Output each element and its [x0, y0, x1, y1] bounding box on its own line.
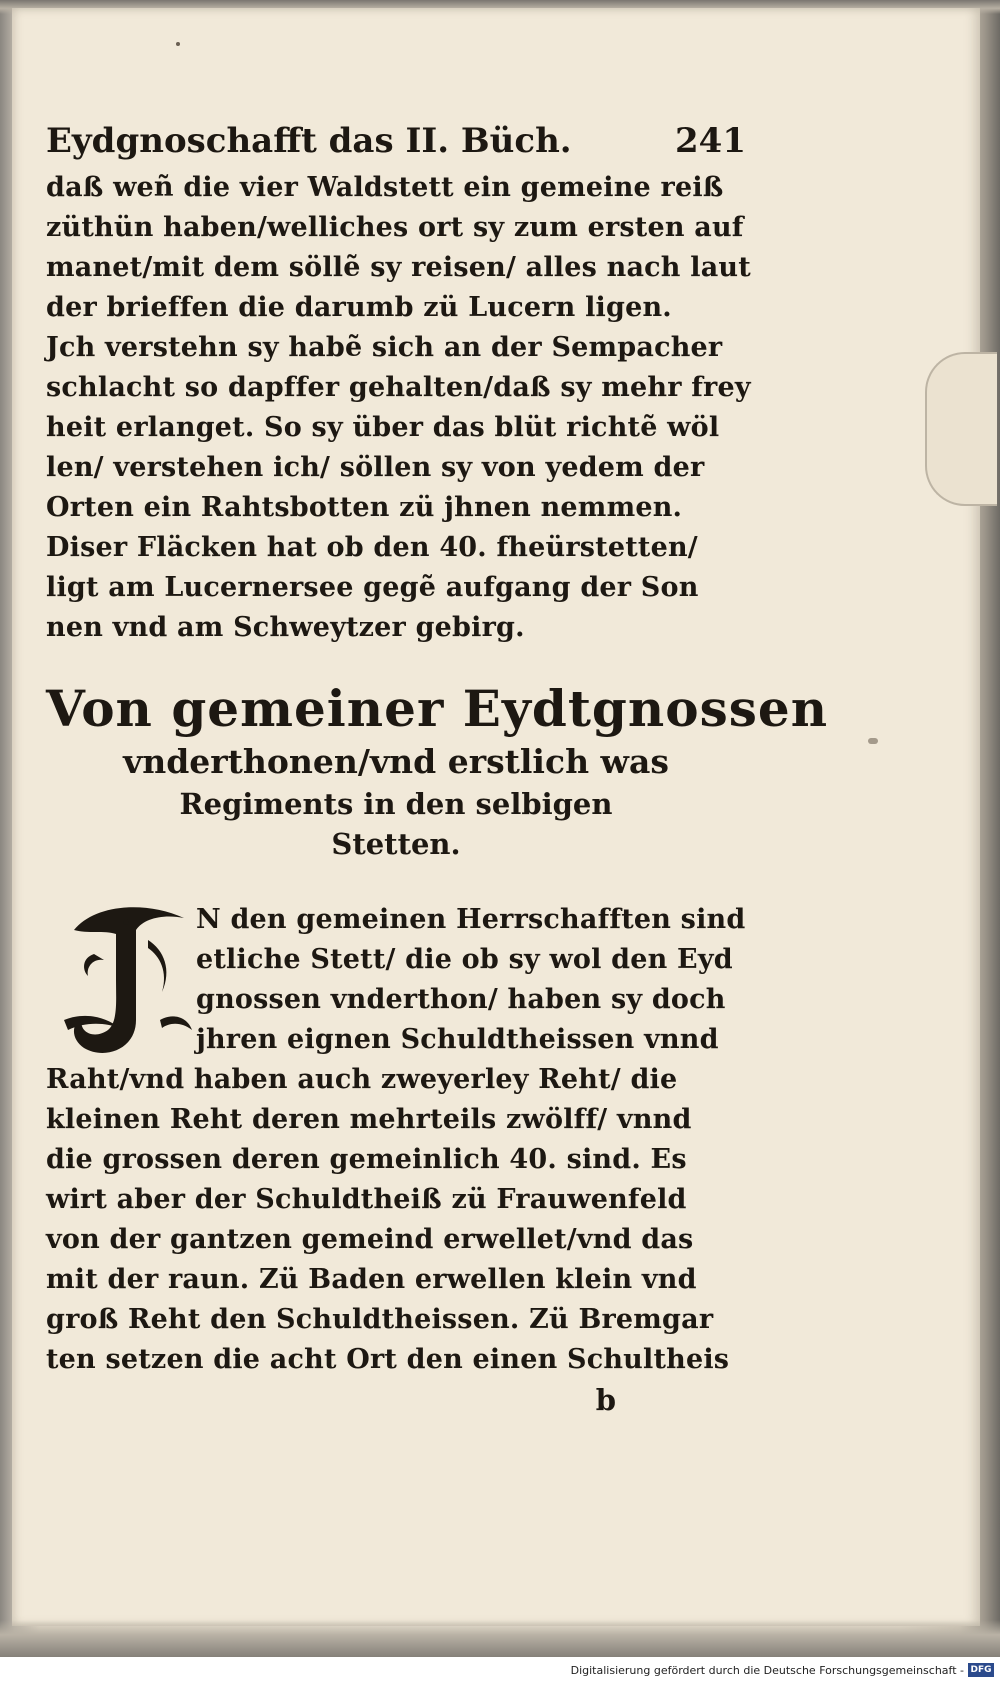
- text-line: N den gemeinen Herrschafften sind: [196, 904, 746, 935]
- text-line: jhren eignen Schuldtheissen vnnd: [196, 1024, 719, 1055]
- text-line: gnossen vnderthon/ haben sy doch: [196, 984, 726, 1015]
- text-line: schlacht so dapffer gehalten/daß sy mehr frey: [46, 372, 751, 403]
- text-line: mit der raun. Zü Baden erwellen klein vnd: [46, 1264, 697, 1295]
- text-line: ligt am Lucernersee gegẽ aufgang der Son: [46, 572, 699, 603]
- text-line: ten setzen die acht Ort den einen Schultheis: [46, 1344, 730, 1375]
- section-heading: [46, 676, 829, 864]
- text-line: heit erlanget. So sy über das blüt richtẽ wöl: [46, 412, 720, 443]
- text-line: Raht/vnd haben auch zweyerley Reht/ die: [46, 1064, 678, 1095]
- text-line: len/ verstehen ich/ söllen sy von yedem der: [46, 452, 705, 483]
- text-line: von der gantzen gemeind erwellet/vnd das: [46, 1224, 694, 1255]
- text-line: etliche Stett/ die ob sy wol den Eyd: [196, 944, 733, 975]
- footer-bar: [0, 1657, 1000, 1686]
- catchword: b: [595, 1383, 616, 1417]
- text-line: daß weñ die vier Waldstett ein gemeine reiß: [46, 172, 724, 203]
- text-line: manet/mit dem söllẽ sy reisen/ alles nach laut: [46, 252, 751, 283]
- text-line: die grossen deren gemeinlich 40. sind. Es: [46, 1144, 687, 1175]
- text-line: groß Reht den Schuldtheissen. Zü Bremgar: [46, 1304, 714, 1335]
- paragraph-1: [46, 168, 751, 648]
- text-line: der brieffen die darumb zü Lucern ligen.: [46, 292, 672, 323]
- ink-speck: [868, 738, 878, 744]
- text-line: nen vnd am Schweytzer gebirg.: [46, 612, 525, 643]
- page-text: [46, 118, 829, 1420]
- section-heading-line-4: Stetten.: [331, 827, 461, 861]
- page-number: 241: [675, 121, 746, 161]
- text-line: Orten ein Rahtsbotten zü jhnen nemmen.: [46, 492, 683, 523]
- section-heading-line-3: Regiments in den selbigen: [179, 787, 613, 821]
- text-line: wirt aber der Schuldtheiß zü Frauwenfeld: [46, 1184, 687, 1215]
- section-heading-line-1: Von gemeiner Eydtgnossen: [46, 679, 829, 738]
- text-line: Diser Fläcken hat ob den 40. fheürstetten/: [46, 532, 698, 563]
- section-heading-line-2: vnderthonen/vnd erstlich was: [123, 742, 669, 781]
- running-head-title: Eydgnoschafft das II. Büch.: [46, 121, 572, 161]
- footer-credit: Digitalisierung gefördert durch die Deutsche Forschungsgemeinschaft -: [570, 1664, 964, 1677]
- ink-speck: [176, 42, 180, 46]
- book-bottom-edge: [0, 1620, 1000, 1657]
- text-line: züthün haben/welliches ort sy zum ersten auf: [46, 212, 744, 243]
- text-line: Jch verstehn sy habẽ sich an der Sempacher: [46, 332, 723, 363]
- paragraph-2: [46, 900, 746, 1420]
- text-line: kleinen Reht deren mehrteils zwölff/ vnnd: [46, 1104, 692, 1135]
- dfg-logo-icon: DFG: [968, 1663, 994, 1677]
- decorated-initial-icon: [64, 900, 196, 1060]
- running-head: [46, 118, 746, 168]
- page-tab-marker: [925, 352, 997, 506]
